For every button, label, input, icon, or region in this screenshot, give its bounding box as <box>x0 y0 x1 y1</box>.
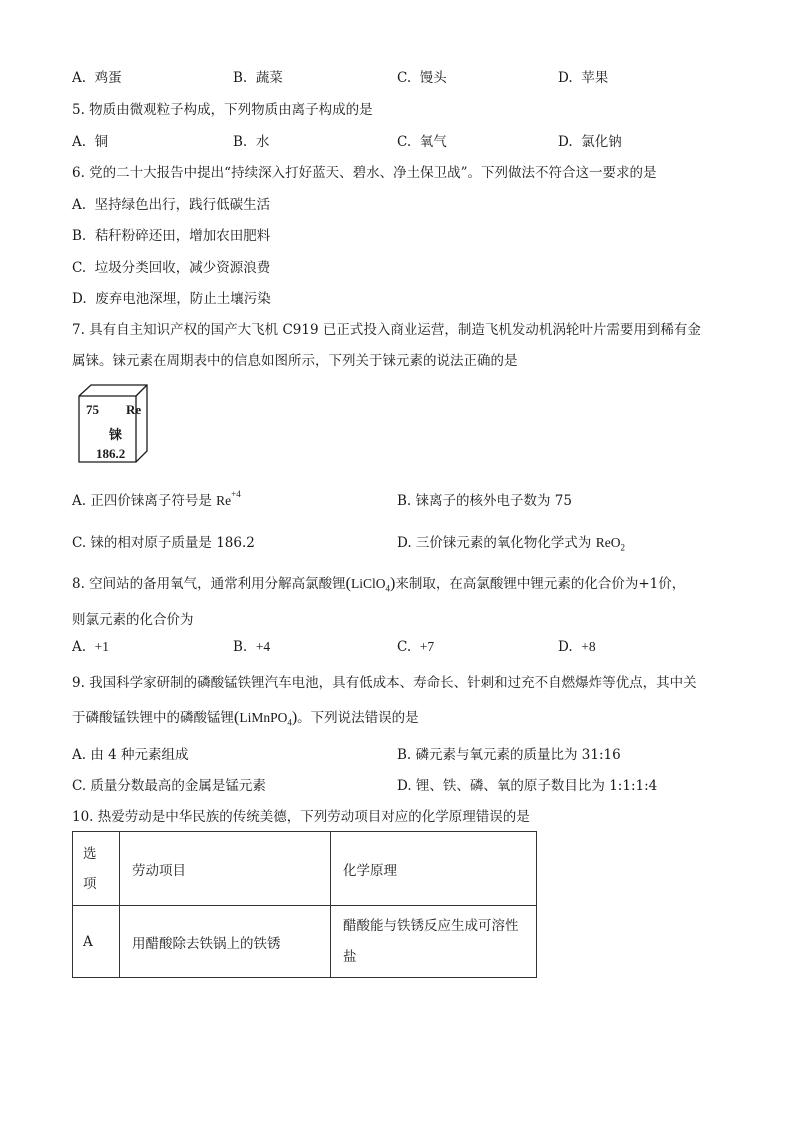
table-row <box>73 906 537 978</box>
q8-option-a: A. +1 <box>72 639 110 655</box>
header-labor-item: 劳动项目 <box>120 832 331 906</box>
row-a-option: A <box>73 906 120 978</box>
q10-table <box>72 831 537 978</box>
q5-option-a: A. 铜 <box>72 134 109 150</box>
q9-option-d: D. 锂、铁、磷、氧的原子数目比为 1:1:1:4 <box>397 778 658 794</box>
q4-option-a: A. 鸡蛋 <box>72 70 122 86</box>
q5-stem: 5. 物质由微观粒子构成，下列物质由离子构成的是 <box>72 102 373 118</box>
q8-option-c: C. +7 <box>397 639 435 655</box>
q7-stem-line1: 7. 具有自主知识产权的国产大飞机 C919 已正式投入商业运营，制造飞机发动机涡轮叶片需要用到稀有金 <box>72 322 701 338</box>
element-symbol: Re <box>126 402 142 417</box>
table-header-row <box>73 832 537 906</box>
header-option: 选 项 <box>73 832 120 906</box>
q7-option-d: D. 三价铼元素的氧化物化学式为 ReO$_2$ <box>397 535 625 553</box>
q9-stem-line2: 于磷酸锰铁锂中的磷酸锰锂(LiMnPO$_4$)。下列说法错误的是 <box>72 709 419 728</box>
q8-option-d: D. +8 <box>558 639 596 655</box>
q9-option-a: A. 由 4 种元素组成 <box>72 747 189 763</box>
q6-option-b: B. 秸秆粉碎还田，增加农田肥料 <box>72 228 271 244</box>
atomic-number: 75 <box>86 402 99 417</box>
q8-stem-line1: 8. 空间站的备用氧气，通常利用分解高氯酸锂(LiClO$_4$)来制取，在高氯酸锂中锂元素的化合价为+1价， <box>72 575 686 594</box>
q7-option-b: B. 铼离子的核外电子数为 75 <box>397 493 572 509</box>
q7-option-a: A. 正四价铼离子符号是 $Re^{+4}$ <box>72 488 241 509</box>
element-name: 铼 <box>109 428 123 443</box>
q6-option-d: D. 废弃电池深埋，防止土壤污染 <box>72 291 271 307</box>
row-a-chem-principle: 醋酸能与铁锈反应生成可溶性 盐 <box>331 906 537 978</box>
q4-option-c: C. 馒头 <box>397 70 447 86</box>
q6-option-a: A. 坚持绿色出行，践行低碳生活 <box>72 197 271 213</box>
q10-stem: 10. 热爱劳动是中华民族的传统美德，下列劳动项目对应的化学原理错误的是 <box>72 809 530 825</box>
q9-stem-line1: 9. 我国科学家研制的磷酸锰铁锂汽车电池，具有低成本、寿命长、针刺和过充不自燃爆炸等优点，其中关 <box>72 675 697 691</box>
element-tile-rhenium <box>76 384 148 464</box>
atomic-mass: 186.2 <box>96 446 126 461</box>
row-a-labor-item: 用醋酸除去铁锅上的铁锈 <box>120 906 331 978</box>
q5-option-d: D. 氯化钠 <box>558 134 622 150</box>
q9-option-b: B. 磷元素与氧元素的质量比为 31:16 <box>397 747 621 763</box>
q5-option-b: B. 水 <box>233 134 270 150</box>
q5-option-c: C. 氧气 <box>397 134 447 150</box>
q6-stem: 6. 党的二十大报告中提出“持续深入打好蓝天、碧水、净土保卫战”。下列做法不符合这一要求的是 <box>72 165 657 181</box>
q8-stem-line2: 则氯元素的化合价为 <box>72 612 194 628</box>
header-chem-principle: 化学原理 <box>331 832 537 906</box>
q7-option-c: C. 铼的相对原子质量是 186.2 <box>72 535 255 551</box>
q7-stem-line2: 属铼。铼元素在周期表中的信息如图所示，下列关于铼元素的说法正确的是 <box>72 353 518 369</box>
q4-option-d: D. 苹果 <box>558 70 609 86</box>
q6-option-c: C. 垃圾分类回收，减少资源浪费 <box>72 260 271 276</box>
q8-option-b: B. +4 <box>233 639 271 655</box>
q4-option-b: B. 蔬菜 <box>233 70 283 86</box>
q9-option-c: C. 质量分数最高的金属是锰元素 <box>72 778 266 794</box>
